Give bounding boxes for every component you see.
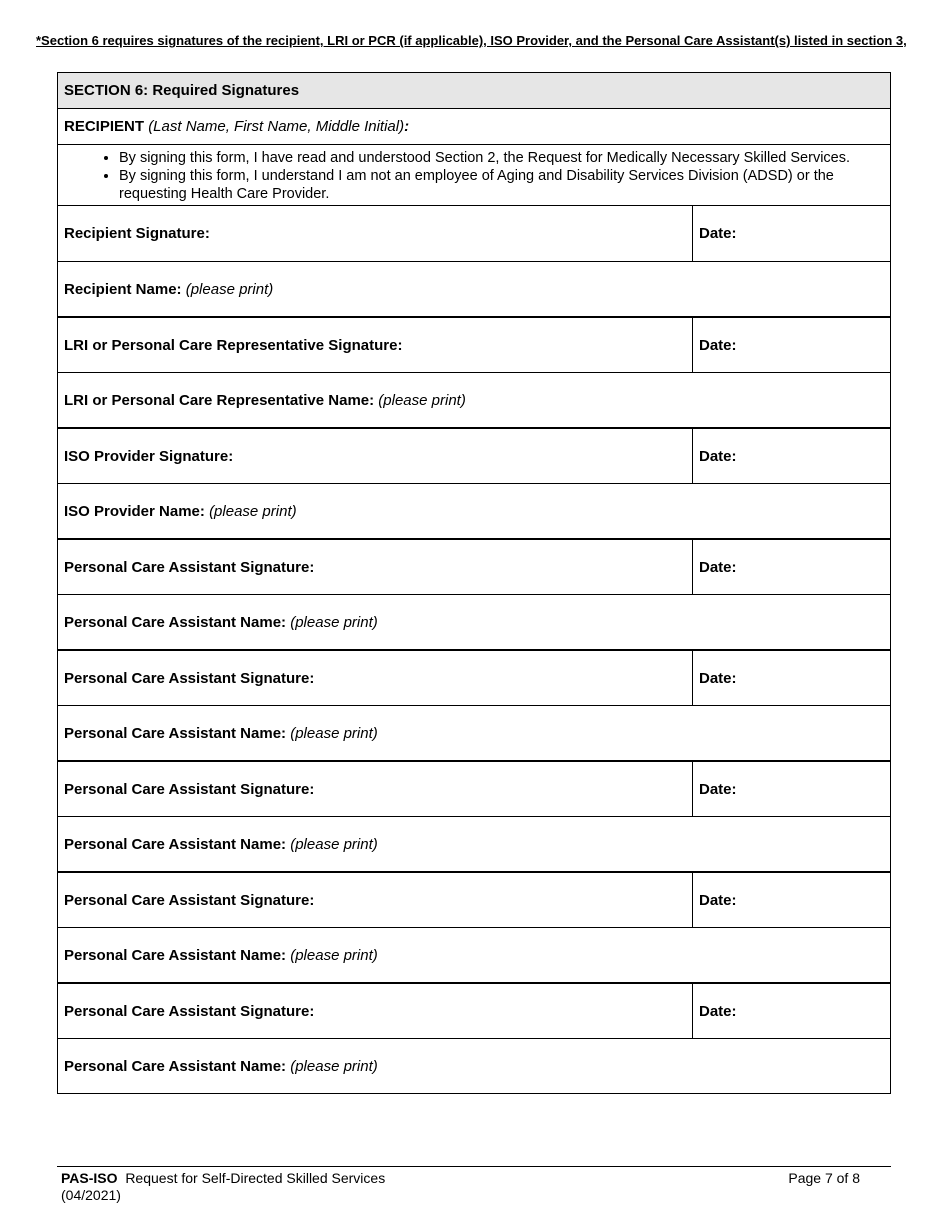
signature-label: Personal Care Assistant Signature: xyxy=(64,669,315,687)
signature-field[interactable] xyxy=(58,429,693,483)
name-field[interactable] xyxy=(58,706,890,760)
recipient-row xyxy=(58,108,890,144)
signature-row xyxy=(58,316,890,372)
name-label: Personal Care Assistant Name: xyxy=(64,613,287,631)
recipient-colon: : xyxy=(404,118,410,135)
signature-row xyxy=(58,649,890,705)
name-label: Recipient Name: xyxy=(64,280,182,298)
signature-label: Personal Care Assistant Signature: xyxy=(64,558,315,576)
signature-label: Personal Care Assistant Signature: xyxy=(64,1002,315,1020)
name-row xyxy=(58,483,890,538)
print-hint: (please print) xyxy=(290,724,378,742)
print-hint: (please print) xyxy=(290,835,378,853)
date-field[interactable] xyxy=(693,984,890,1038)
signature-label: LRI or Personal Care Representative Signature: xyxy=(64,336,403,354)
name-field[interactable] xyxy=(58,817,890,871)
footer-form-code: PAS-ISO xyxy=(61,1170,118,1186)
name-field[interactable] xyxy=(58,1039,890,1093)
signature-field[interactable] xyxy=(58,984,693,1038)
date-label: Date: xyxy=(699,891,737,909)
section-header xyxy=(58,73,890,108)
name-field[interactable] xyxy=(58,928,890,982)
signature-label: Personal Care Assistant Signature: xyxy=(64,891,315,909)
signature-row xyxy=(58,538,890,594)
recipient-label-cell xyxy=(58,109,409,144)
signature-row xyxy=(58,871,890,927)
signature-row xyxy=(58,760,890,816)
print-hint: (please print) xyxy=(290,1057,378,1075)
print-hint: (please print) xyxy=(290,613,378,631)
name-label: Personal Care Assistant Name: xyxy=(64,724,287,742)
date-label: Date: xyxy=(699,669,737,687)
signature-row xyxy=(58,205,890,261)
name-row xyxy=(58,261,890,316)
name-field[interactable] xyxy=(58,262,890,316)
recipient-label: RECIPIENT xyxy=(64,118,145,135)
date-field[interactable] xyxy=(693,318,890,372)
name-row xyxy=(58,372,890,427)
signature-row xyxy=(58,427,890,483)
date-field[interactable] xyxy=(693,206,890,261)
name-row xyxy=(58,705,890,760)
acknowledgement-item: • By signing this form, I have read and understood Section 2, the Request for Medically Necessary Skilled Services. xyxy=(119,149,884,167)
name-label: Personal Care Assistant Name: xyxy=(64,1057,287,1075)
name-row xyxy=(58,816,890,871)
footer-form-info xyxy=(61,1170,385,1204)
name-label: ISO Provider Name: xyxy=(64,502,205,520)
section-title: SECTION 6: Required Signatures xyxy=(64,82,300,99)
print-hint: (please print) xyxy=(378,391,466,409)
signature-label: Recipient Signature: xyxy=(64,225,210,242)
signature-field[interactable] xyxy=(58,873,693,927)
signature-row xyxy=(58,982,890,1038)
date-label: Date: xyxy=(699,1002,737,1020)
name-label: Personal Care Assistant Name: xyxy=(64,946,287,964)
date-label: Date: xyxy=(699,225,737,242)
name-field[interactable] xyxy=(58,373,890,427)
recipient-hint: (Last Name, First Name, Middle Initial) xyxy=(148,118,405,135)
name-row xyxy=(58,927,890,982)
name-field[interactable] xyxy=(58,595,890,649)
acknowledgement-list xyxy=(58,144,890,205)
footer-page-number: Page 7 of 8 xyxy=(788,1170,860,1186)
signature-field[interactable] xyxy=(58,762,693,816)
signature-field[interactable] xyxy=(58,206,693,261)
date-label: Date: xyxy=(699,780,737,798)
signature-label: ISO Provider Signature: xyxy=(64,447,234,465)
date-field[interactable] xyxy=(693,651,890,705)
footer-revision: (04/2021) xyxy=(61,1187,121,1203)
name-row xyxy=(58,1038,890,1093)
date-field[interactable] xyxy=(693,762,890,816)
signature-field[interactable] xyxy=(58,318,693,372)
signature-field[interactable] xyxy=(58,540,693,594)
name-row xyxy=(58,594,890,649)
date-label: Date: xyxy=(699,336,737,354)
date-field[interactable] xyxy=(693,429,890,483)
acknowledgement-item: • By signing this form, I understand I am not an employee of Aging and Disability Services Division (ADSD) or the requesting Health Care Provider. xyxy=(119,167,884,203)
print-hint: (please print) xyxy=(290,946,378,964)
signature-form xyxy=(57,72,891,1094)
footer-divider xyxy=(57,1166,891,1167)
name-label: Personal Care Assistant Name: xyxy=(64,835,287,853)
name-field[interactable] xyxy=(58,484,890,538)
signature-field[interactable] xyxy=(58,651,693,705)
name-label: LRI or Personal Care Representative Name: xyxy=(64,391,375,409)
print-hint: (please print) xyxy=(185,280,274,298)
signature-label: Personal Care Assistant Signature: xyxy=(64,780,315,798)
print-hint: (please print) xyxy=(209,502,297,520)
date-label: Date: xyxy=(699,558,737,576)
date-field[interactable] xyxy=(693,873,890,927)
date-label: Date: xyxy=(699,447,737,465)
date-field[interactable] xyxy=(693,540,890,594)
section-requirement-note: *Section 6 requires signatures of the recipient, LRI or PCR (if applicable), ISO Provider, and the Personal Care Assistant(s) listed in section 3, xyxy=(36,33,907,48)
footer-form-title: Request for Self-Directed Skilled Services xyxy=(125,1170,386,1186)
